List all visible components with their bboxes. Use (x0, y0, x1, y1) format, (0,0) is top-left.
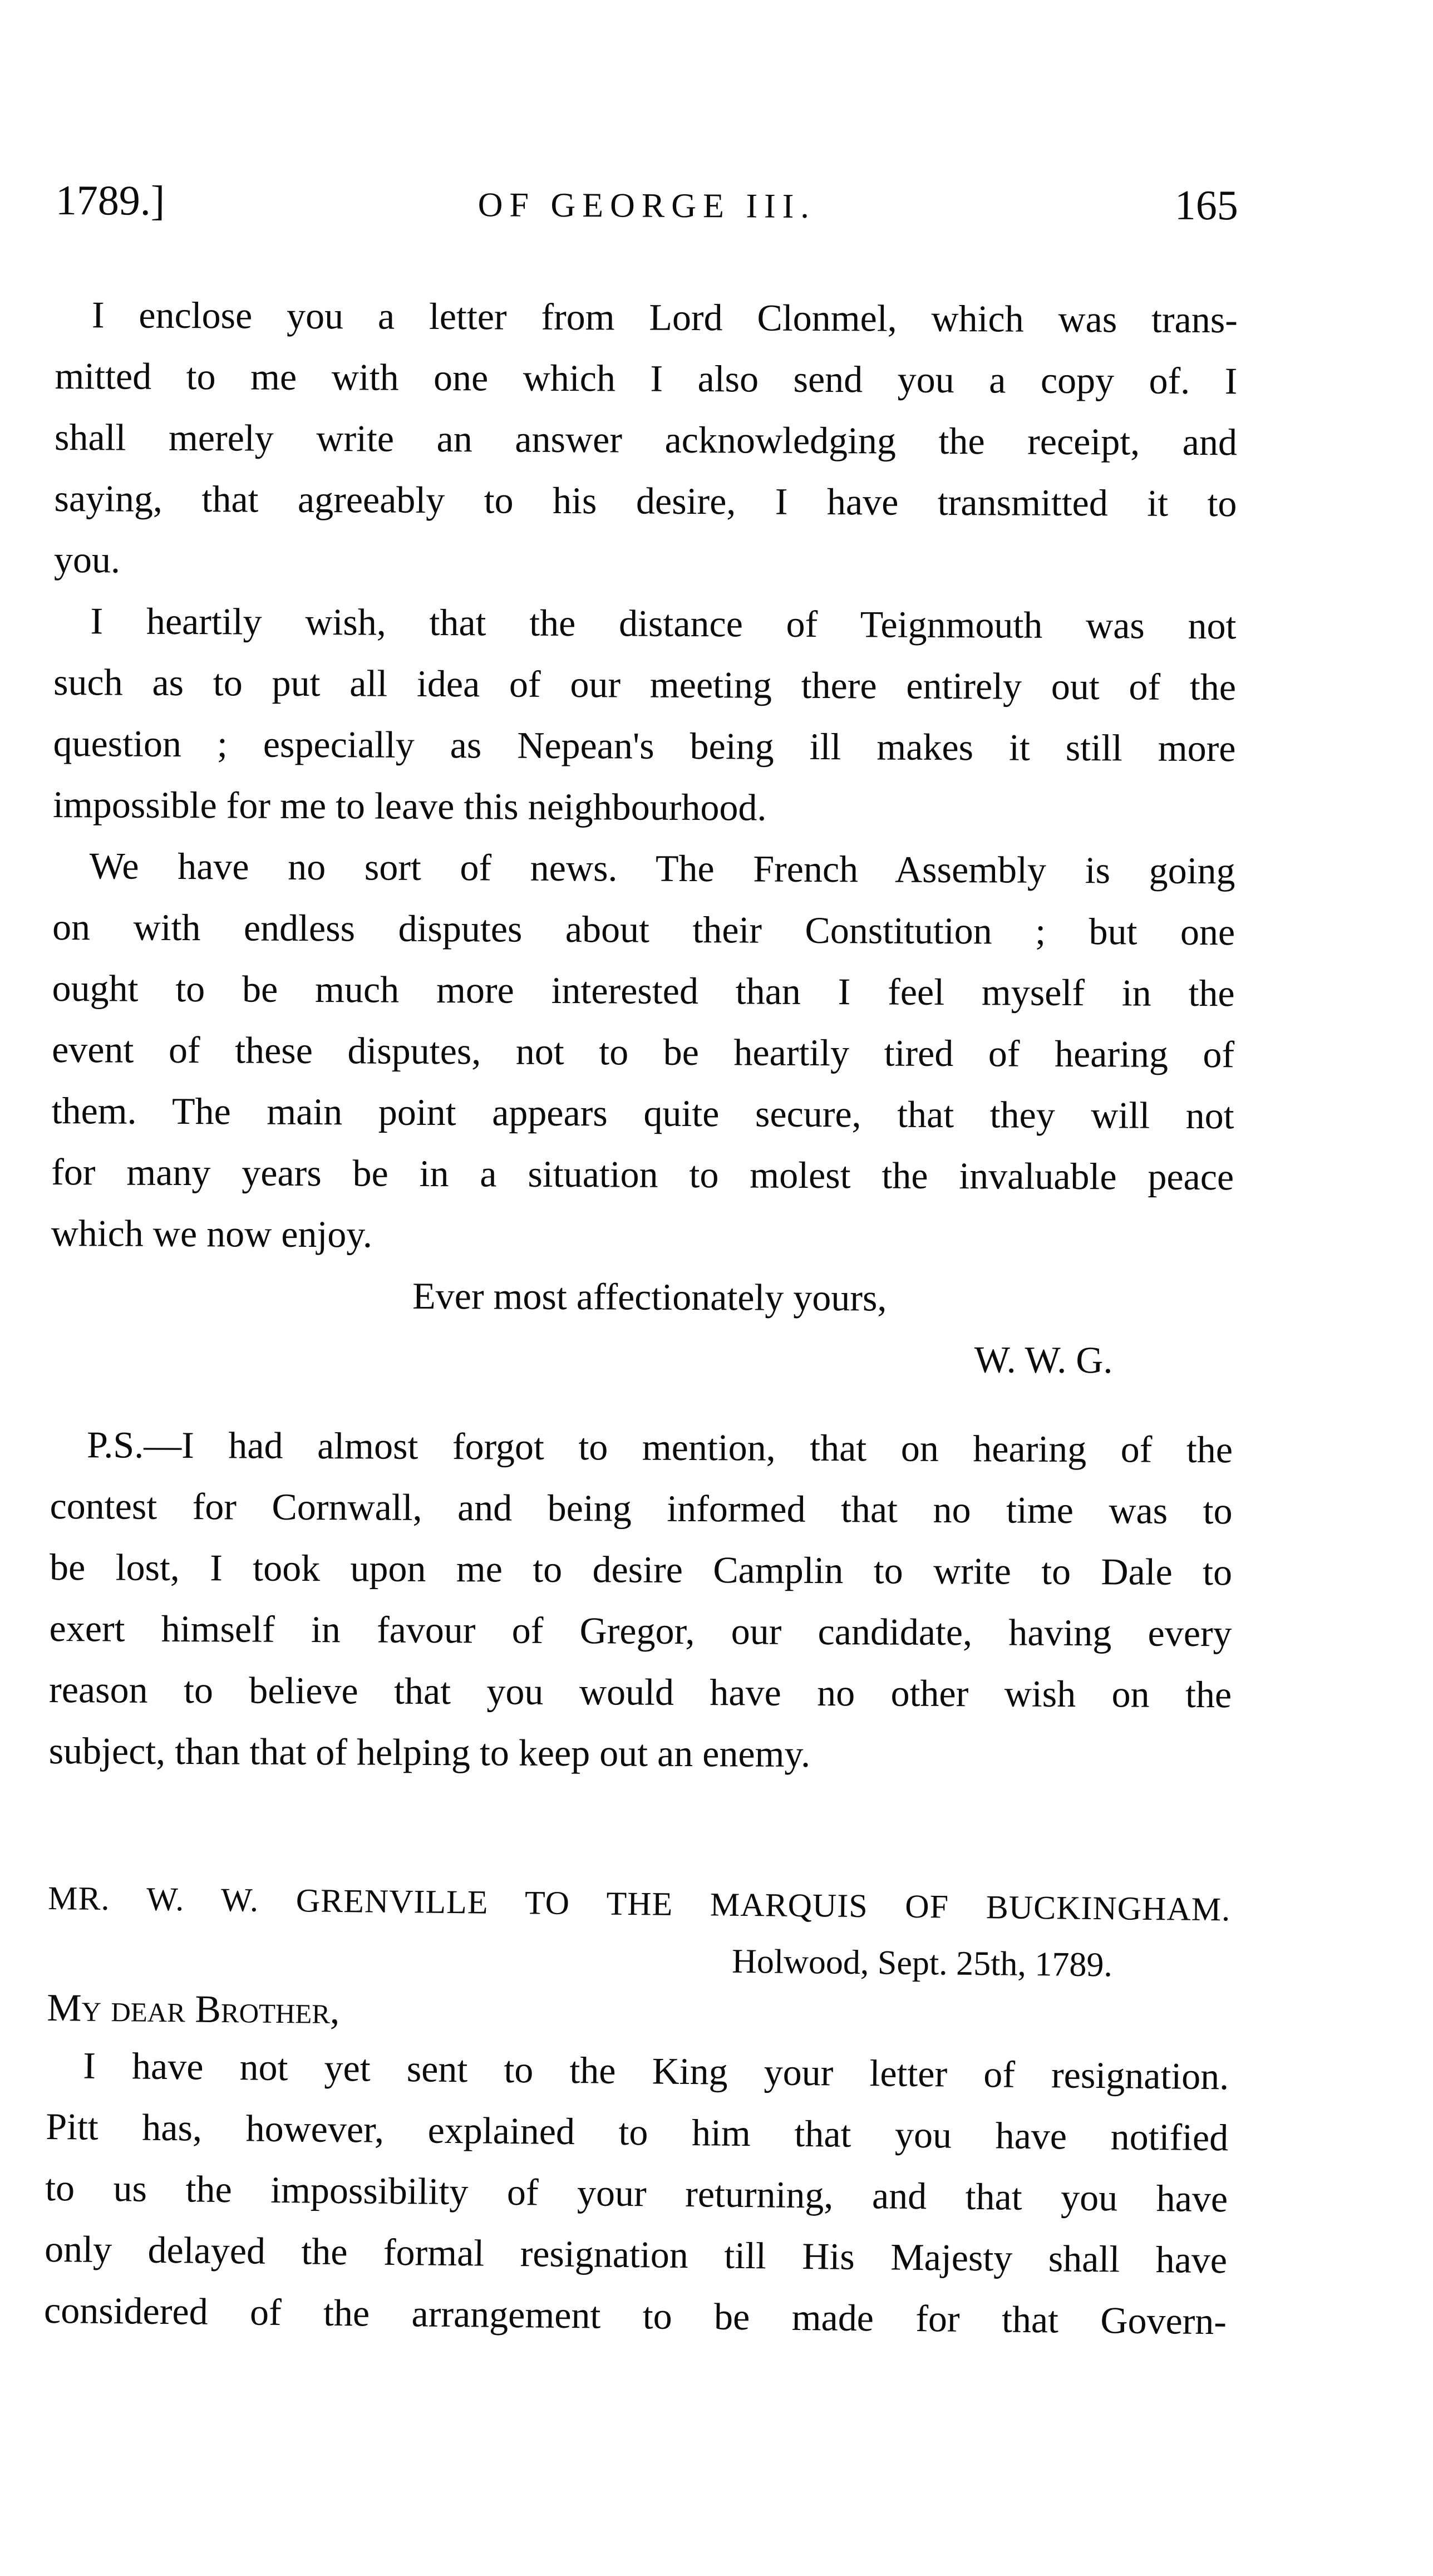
text-line: for many years be in a situation to molest the invaluable peace (51, 1150, 1234, 1198)
text-line: P.S.—I had almost forgot to mention, that on hearing of the (86, 1423, 1233, 1471)
page-content (43, 177, 1238, 2346)
running-header (56, 178, 1238, 230)
text-line: contest for Cornwall, and being informed that no time was to (50, 1484, 1233, 1532)
text-line: impossible for me to leave this neighbourhood. (52, 783, 767, 829)
text-line: saying, that agreeably to his desire, I have transmitted it to (54, 476, 1237, 525)
letter-body (48, 284, 1238, 1786)
text-line: to us the impossibility of your returning, and that you have (45, 2166, 1228, 2220)
text-line: them. The main point appears quite secure, that they will not (51, 1089, 1234, 1137)
second-letter (44, 1867, 1231, 2352)
text-line: be lost, I took upon me to desire Camplin to write to Dale to (49, 1545, 1233, 1594)
letter-signature: W. W. G. (974, 1338, 1113, 1382)
text-line: considered of the arrangement to be made for that Govern- (43, 2288, 1227, 2343)
text-line: mitted to me with one which I also send you a copy of. I (55, 354, 1238, 402)
text-line: event of these disputes, not to be heartily tired of hearing of (52, 1028, 1235, 1076)
text-line: such as to put all idea of our meeting there entirely out of the (53, 660, 1237, 709)
letter-dateline: Holwood, Sept. 25th, 1789. (731, 1942, 1113, 1984)
text-line: question ; especially as Nepean's being ill makes it still more (53, 721, 1236, 770)
postscript (48, 1414, 1233, 1786)
header-running-title: OF GEORGE III. (477, 186, 816, 225)
letter-closing: Ever most affectionately yours, (412, 1274, 887, 1319)
text-line: you. (53, 538, 121, 581)
letter-heading: MR. W. W. GRENVILLE TO THE MARQUIS OF BUCKINGHAM. (47, 1879, 1231, 1928)
letter-salutation: My dear Brother, (46, 1986, 340, 2033)
text-line: ought to be much more interested than I feel myself in the (52, 966, 1235, 1015)
text-line: I enclose you a letter from Lord Clonmel, which was trans- (91, 293, 1238, 341)
text-line: We have no sort of news. The French Assembly is going (89, 844, 1235, 892)
text-line: on with endless disputes about their Constitution ; but one (52, 905, 1235, 953)
text-line: only delayed the formal resignation till His Majesty shall have (44, 2227, 1228, 2282)
text-line: subject, than that of helping to keep out an enemy. (48, 1729, 811, 1775)
text-line: which we now enjoy. (51, 1211, 373, 1256)
header-year: 1789.] (55, 177, 165, 224)
header-page-number: 165 (1174, 181, 1238, 229)
text-line: reason to believe that you would have no other wish on the (48, 1668, 1232, 1716)
text-line: I have not yet sent to the King your letter of resignation. (82, 2044, 1229, 2098)
text-line: shall merely write an answer acknowledging the receipt, and (54, 415, 1238, 464)
text-line: exert himself in favour of Gregor, our candidate, having every (49, 1606, 1232, 1655)
text-line: Pitt has, however, explained to him that you have notified (45, 2105, 1229, 2159)
text-line: I heartily wish, that the distance of Teignmouth was not (90, 599, 1237, 647)
